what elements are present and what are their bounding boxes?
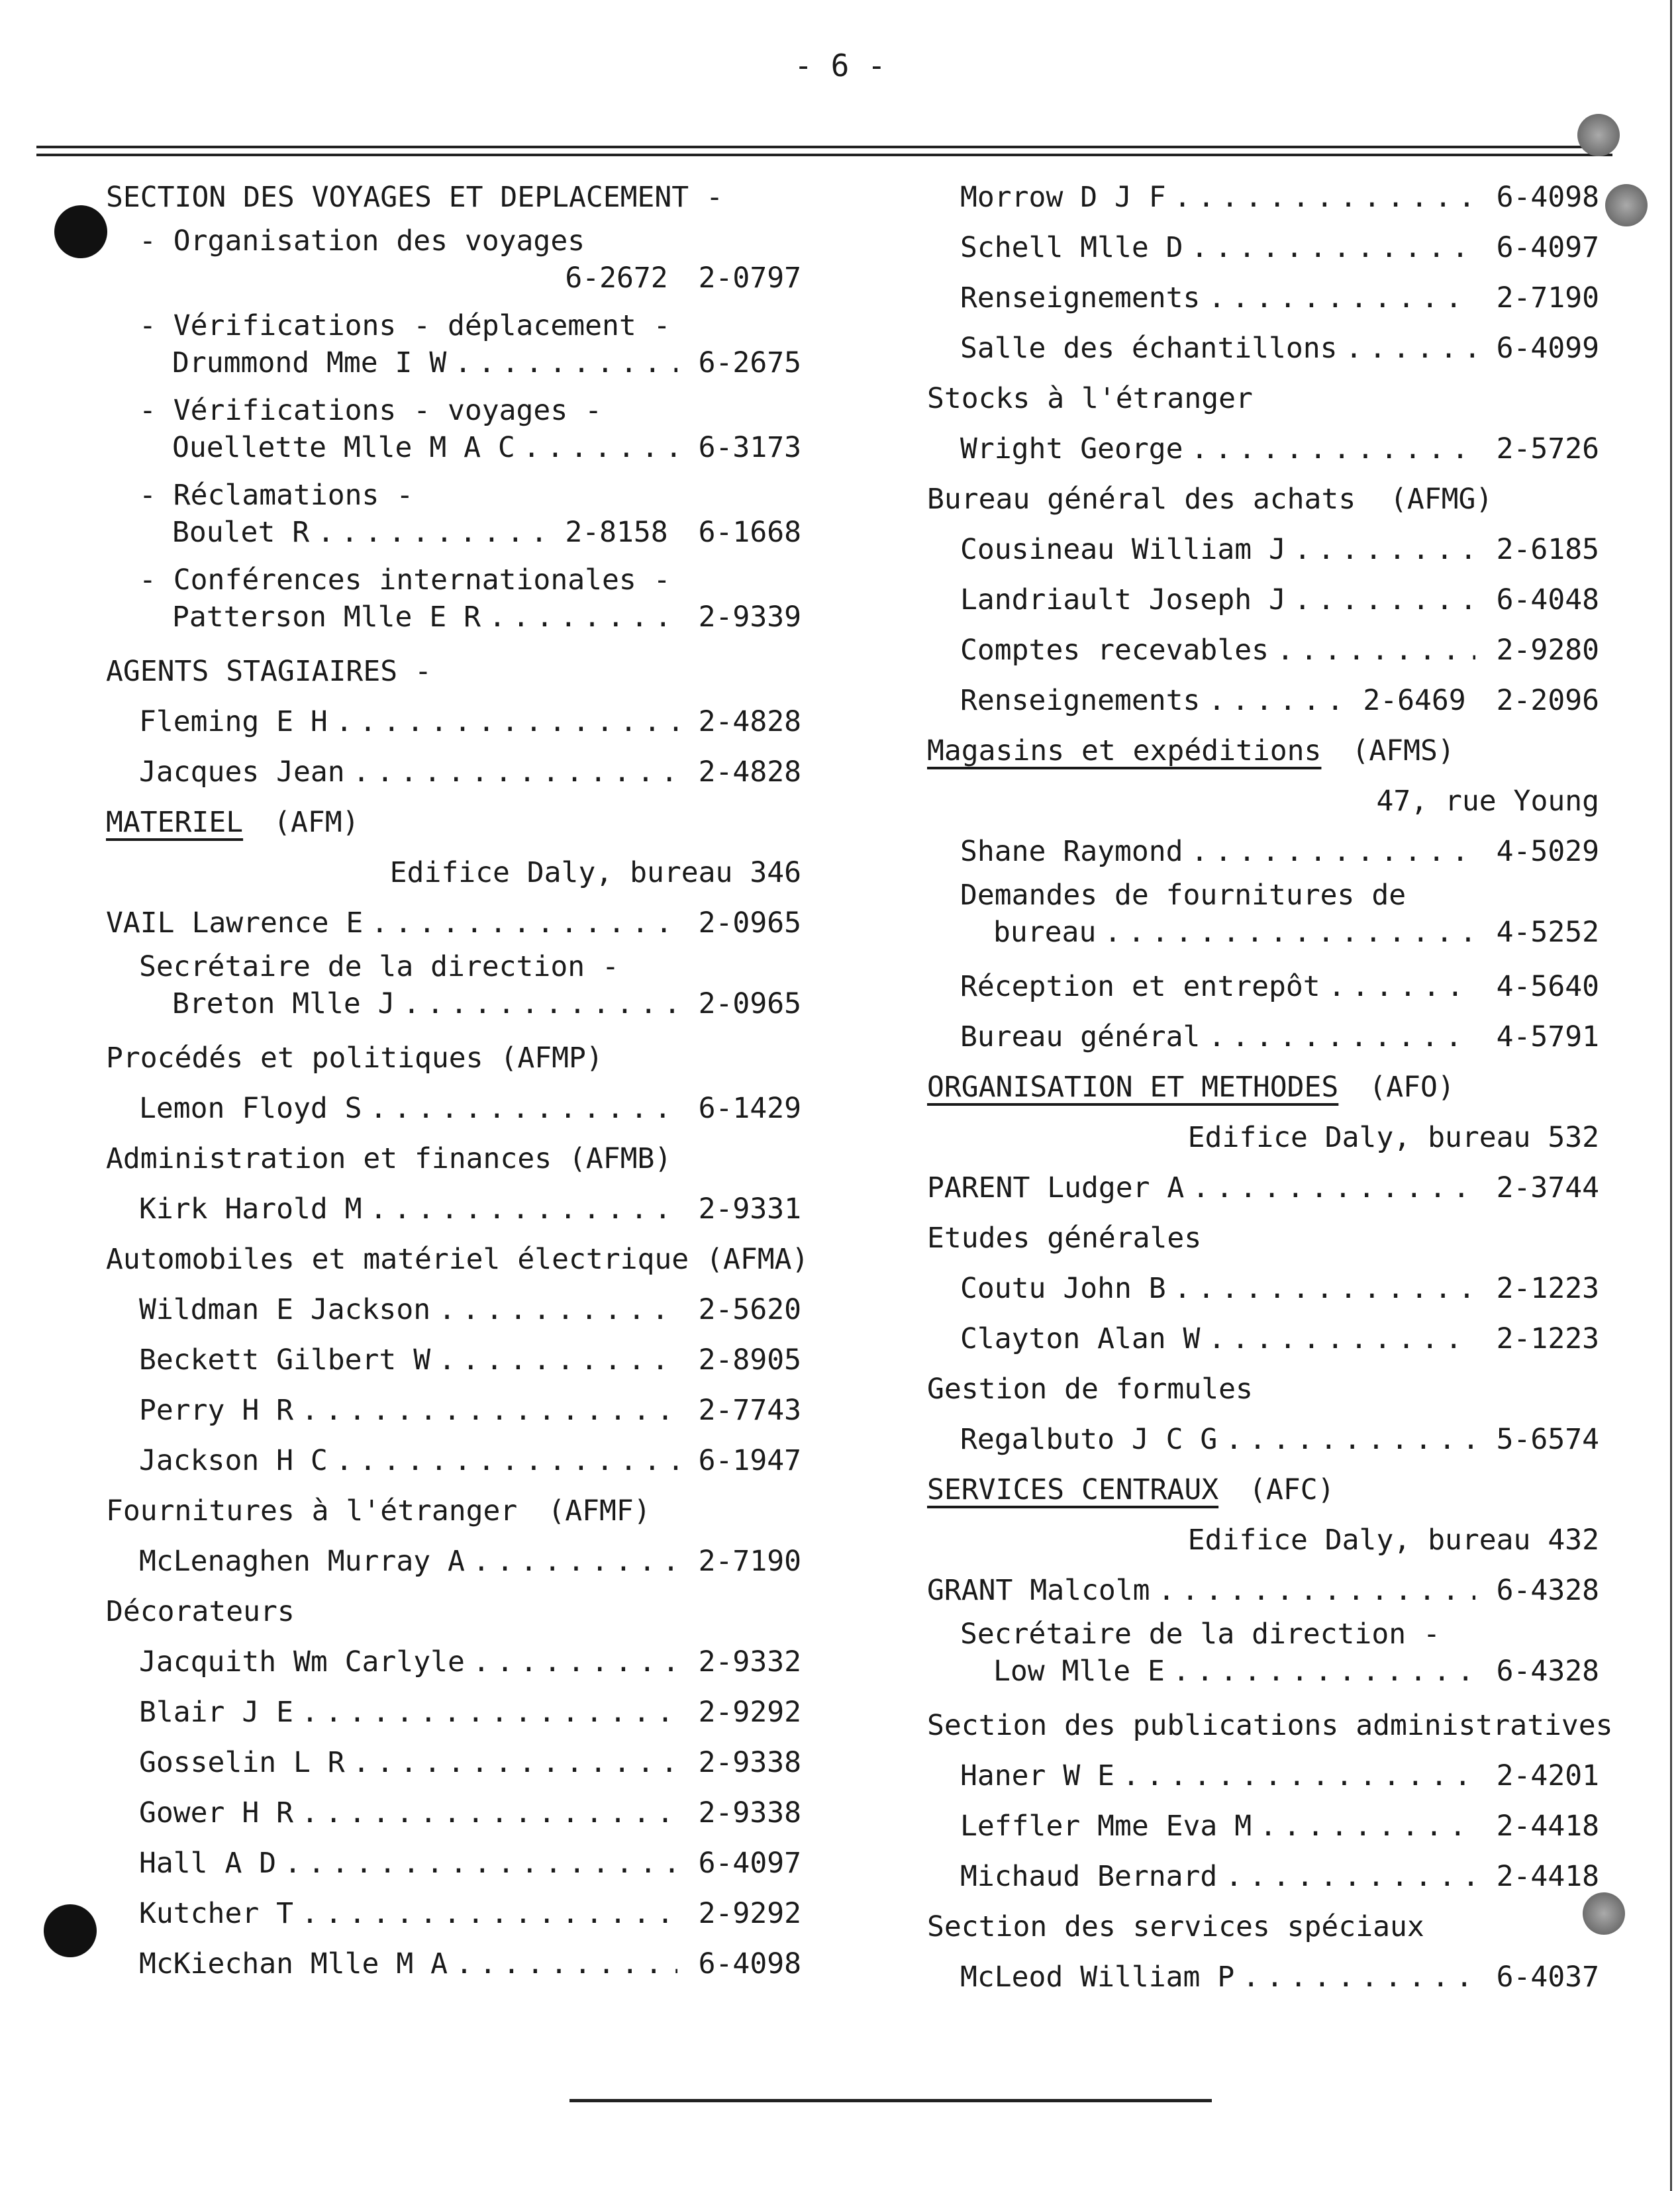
phone-number: 2-9332 bbox=[698, 1645, 801, 1679]
phone-number: 2-4201 bbox=[1496, 1759, 1599, 1792]
phone-number: 6-4328 bbox=[1496, 1574, 1599, 1607]
dot-leader bbox=[403, 985, 677, 1022]
entry-name: Landriault Joseph J bbox=[960, 583, 1286, 616]
left-column bbox=[106, 172, 809, 1989]
dot-leader bbox=[1191, 222, 1475, 273]
directory-entry bbox=[927, 424, 1599, 474]
phone-number: 2-9338 bbox=[698, 1746, 801, 1779]
entry-name: Perry H R bbox=[139, 1394, 293, 1427]
phone-number: 2-0965 bbox=[698, 987, 801, 1020]
section-heading: AGENTS STAGIAIRES - bbox=[106, 655, 432, 688]
entry-name: Coutu John B bbox=[960, 1272, 1166, 1305]
dot-leader bbox=[301, 1888, 677, 1939]
directory-entry bbox=[106, 514, 801, 551]
directory-entry bbox=[106, 1939, 801, 1989]
dot-leader bbox=[1174, 172, 1475, 222]
phone-number: 6-1947 bbox=[698, 1444, 801, 1477]
top-rule bbox=[36, 146, 1612, 148]
dot-leader bbox=[1208, 1314, 1475, 1364]
section-address: 47, rue Young bbox=[1376, 785, 1599, 818]
directory-entry bbox=[927, 1952, 1599, 2002]
phone-number: 6-1429 bbox=[698, 1092, 801, 1125]
section-code: (AFMF) bbox=[548, 1494, 651, 1528]
directory-entry bbox=[106, 1888, 801, 1939]
section-title: MATERIEL bbox=[106, 806, 244, 839]
phone-number: 2-7190 bbox=[1496, 281, 1599, 315]
entry-name: McLeod William P bbox=[960, 1961, 1235, 1994]
entry-name: Renseignements bbox=[960, 684, 1201, 717]
section-heading bbox=[106, 1486, 801, 1536]
directory-entry bbox=[106, 1637, 801, 1687]
bottom-rule bbox=[569, 2099, 1212, 2102]
directory-entry bbox=[927, 222, 1599, 273]
dot-leader bbox=[1277, 625, 1475, 675]
dot-leader bbox=[1173, 1653, 1475, 1690]
dot-leader bbox=[1191, 424, 1475, 474]
entry-name: Drummond Mme I W bbox=[172, 346, 447, 379]
subsection-label: - Conférences internationales - bbox=[139, 563, 671, 597]
directory-entry bbox=[927, 1012, 1599, 1062]
entry-name: Jacquith Wm Carlyle bbox=[139, 1645, 465, 1679]
entry-name: Bureau général bbox=[960, 1020, 1201, 1053]
entry-name: Réception et entrepôt bbox=[960, 970, 1320, 1003]
phone-number: 6-4098 bbox=[1496, 181, 1599, 214]
directory-entry bbox=[106, 1285, 801, 1335]
phone-number: 2-0797 bbox=[698, 262, 801, 295]
section-title: ORGANISATION ET METHODES bbox=[927, 1071, 1339, 1104]
ink-blot bbox=[1577, 114, 1620, 156]
directory-entry bbox=[106, 1335, 801, 1385]
section-heading bbox=[927, 1062, 1599, 1112]
entry-name: Wright George bbox=[960, 432, 1183, 465]
right-column bbox=[927, 172, 1613, 2002]
section-address: Edifice Daly, bureau 432 bbox=[1187, 1524, 1599, 1557]
entry-name: Wildman E Jackson bbox=[139, 1293, 431, 1326]
directory-entry bbox=[106, 697, 801, 747]
entry-name: Boulet R bbox=[172, 516, 310, 549]
directory-entry bbox=[106, 1788, 801, 1838]
dot-leader bbox=[353, 747, 677, 797]
entry-name: GRANT Malcolm bbox=[927, 1574, 1150, 1607]
dot-leader bbox=[353, 1737, 677, 1788]
phone-number: 2-9280 bbox=[1496, 634, 1599, 667]
dot-leader bbox=[1174, 1263, 1475, 1314]
entry-name: Regalbuto J C G bbox=[960, 1423, 1218, 1456]
phone-number: 2-9339 bbox=[698, 601, 801, 634]
phone-number: 6-2675 bbox=[698, 346, 801, 379]
entry-name: Haner W E bbox=[960, 1759, 1114, 1792]
phone-number: 2-4828 bbox=[698, 755, 801, 789]
directory-entry bbox=[927, 1751, 1599, 1801]
entry-name: Hall A D bbox=[139, 1847, 277, 1880]
phone-number: 6-4097 bbox=[698, 1847, 801, 1880]
subsection-label: Demandes de fournitures de bbox=[960, 879, 1407, 912]
section-heading bbox=[927, 726, 1599, 776]
section-code: (AFMS) bbox=[1352, 734, 1455, 767]
phone-number: 2-6185 bbox=[1496, 533, 1599, 566]
phone-number: 2-4828 bbox=[698, 705, 801, 738]
dot-leader bbox=[438, 1335, 677, 1385]
phone-number: 6-4037 bbox=[1496, 1961, 1599, 1994]
phone-number: 2-6469 bbox=[1363, 684, 1466, 717]
phone-number: 2-1223 bbox=[1496, 1322, 1599, 1355]
phone-number: 6-4048 bbox=[1496, 583, 1599, 616]
dot-leader bbox=[1208, 1012, 1475, 1062]
phone-number: 6-1668 bbox=[698, 516, 801, 549]
entry-name: Kirk Harold M bbox=[139, 1193, 362, 1226]
section-code: (AFM) bbox=[273, 806, 360, 839]
subsection-label: - Vérifications - déplacement - bbox=[139, 309, 671, 342]
ink-blot bbox=[1605, 184, 1648, 226]
section-code: (AFO) bbox=[1369, 1071, 1455, 1104]
top-rule bbox=[36, 154, 1612, 156]
section-heading: Gestion de formules bbox=[927, 1373, 1253, 1406]
dot-leader bbox=[489, 599, 677, 636]
entry-name: McLenaghen Murray A bbox=[139, 1545, 465, 1578]
directory-entry bbox=[927, 675, 1599, 726]
dot-leader bbox=[438, 1285, 677, 1335]
dot-leader bbox=[1260, 1801, 1475, 1851]
phone-number: 2-2096 bbox=[1496, 684, 1599, 717]
entry-name: Jackson H C bbox=[139, 1444, 328, 1477]
directory-entry bbox=[927, 323, 1599, 373]
section-title: Magasins et expéditions bbox=[927, 734, 1322, 767]
dot-leader bbox=[1328, 961, 1475, 1012]
entry-name: Gosselin L R bbox=[139, 1746, 345, 1779]
phone-number: 2-3744 bbox=[1496, 1171, 1599, 1204]
subsection-label: Secrétaire de la direction - bbox=[960, 1618, 1440, 1651]
entry-name: Beckett Gilbert W bbox=[139, 1343, 431, 1377]
entry-name: Morrow D J F bbox=[960, 181, 1166, 214]
directory-entry bbox=[106, 344, 801, 381]
phone-line bbox=[106, 260, 801, 297]
directory-entry bbox=[927, 172, 1599, 222]
entry-name: Clayton Alan W bbox=[960, 1322, 1201, 1355]
entry-name: McKiechan Mlle M A bbox=[139, 1947, 448, 1980]
directory-entry bbox=[927, 1851, 1599, 1902]
section-title: Fournitures à l'étranger bbox=[106, 1494, 518, 1528]
dot-leader bbox=[301, 1788, 677, 1838]
phone-number: 4-5029 bbox=[1496, 835, 1599, 868]
entry-name: Fleming E H bbox=[139, 705, 328, 738]
directory-entry bbox=[106, 898, 801, 948]
directory-entry bbox=[106, 1737, 801, 1788]
entry-name: Salle des échantillons bbox=[960, 332, 1338, 365]
entry-name: Blair J E bbox=[139, 1696, 293, 1729]
dot-leader bbox=[1191, 826, 1475, 877]
dot-leader bbox=[370, 1083, 677, 1134]
directory-entry bbox=[106, 429, 801, 466]
subsection-label: Secrétaire de la direction - bbox=[139, 950, 619, 983]
directory-entry bbox=[106, 1838, 801, 1888]
phone-number: 5-6574 bbox=[1496, 1423, 1599, 1456]
dot-leader bbox=[336, 1436, 677, 1486]
directory-entry bbox=[927, 961, 1599, 1012]
directory-entry bbox=[927, 1653, 1599, 1690]
phone-number: 2-1223 bbox=[1496, 1272, 1599, 1305]
section-heading: Procédés et politiques (AFMP) bbox=[106, 1042, 603, 1075]
phone-number: 6-4328 bbox=[1496, 1655, 1599, 1688]
dot-leader bbox=[1122, 1751, 1475, 1801]
directory-entry bbox=[106, 1385, 801, 1436]
entry-name: Patterson Mlle E R bbox=[172, 601, 481, 634]
phone-number: 2-4418 bbox=[1496, 1810, 1599, 1843]
phone-number: 2-8158 bbox=[565, 516, 668, 549]
dot-leader bbox=[1104, 914, 1475, 951]
section-heading: Administration et finances (AFMB) bbox=[106, 1142, 672, 1175]
directory-entry bbox=[927, 826, 1599, 877]
dot-leader bbox=[1158, 1565, 1475, 1616]
dot-leader bbox=[456, 1939, 677, 1989]
subsection-label: - Organisation des voyages bbox=[139, 224, 585, 258]
dot-leader bbox=[523, 429, 677, 466]
subsection-label: - Vérifications - voyages - bbox=[139, 394, 602, 427]
entry-name: Kutcher T bbox=[139, 1897, 293, 1930]
dot-leader bbox=[336, 697, 677, 747]
directory-entry bbox=[927, 1565, 1599, 1616]
directory-entry bbox=[927, 1314, 1599, 1364]
phone-number: 2-8905 bbox=[698, 1343, 801, 1377]
entry-name: VAIL Lawrence E bbox=[106, 906, 364, 940]
section-heading: Stocks à l'étranger bbox=[927, 382, 1253, 415]
page-number: - 6 - bbox=[794, 48, 886, 83]
directory-entry bbox=[927, 273, 1599, 323]
directory-entry bbox=[927, 1263, 1599, 1314]
phone-number: 6-4099 bbox=[1496, 332, 1599, 365]
directory-entry bbox=[106, 1184, 801, 1234]
phone-number: 2-7190 bbox=[698, 1545, 801, 1578]
entry-name: Ouellette Mlle M A C bbox=[172, 431, 515, 464]
phone-number: 2-9292 bbox=[698, 1696, 801, 1729]
dot-leader bbox=[301, 1687, 677, 1737]
dot-leader bbox=[473, 1536, 677, 1586]
phone-number: 2-9338 bbox=[698, 1796, 801, 1829]
dot-leader bbox=[1208, 675, 1342, 726]
directory-entry bbox=[927, 914, 1599, 951]
phone-number: 2-5620 bbox=[698, 1293, 801, 1326]
dot-leader bbox=[370, 1184, 677, 1234]
section-heading bbox=[106, 797, 801, 848]
dot-leader bbox=[301, 1385, 677, 1436]
phone-number: 4-5791 bbox=[1496, 1020, 1599, 1053]
section-title: SERVICES CENTRAUX bbox=[927, 1473, 1219, 1506]
dot-leader bbox=[1208, 273, 1475, 323]
dot-leader bbox=[454, 344, 677, 381]
dot-leader bbox=[1294, 575, 1475, 625]
phone-number: 2-9331 bbox=[698, 1193, 801, 1226]
section-heading bbox=[927, 1465, 1599, 1515]
entry-name: Gower H R bbox=[139, 1796, 293, 1829]
section-heading: Etudes générales bbox=[927, 1222, 1202, 1255]
section-heading: Décorateurs bbox=[106, 1595, 295, 1628]
entry-name: Schell Mlle D bbox=[960, 231, 1183, 264]
section-address: Edifice Daly, bureau 532 bbox=[1187, 1121, 1599, 1154]
section-address: Edifice Daly, bureau 346 bbox=[389, 856, 801, 889]
entry-name: Cousineau William J bbox=[960, 533, 1286, 566]
entry-name: Comptes recevables bbox=[960, 634, 1269, 667]
section-heading: Automobiles et matériel électrique (AFMA) bbox=[106, 1243, 809, 1276]
directory-entry bbox=[106, 1083, 801, 1134]
entry-name: bureau bbox=[993, 916, 1097, 949]
entry-name: Jacques Jean bbox=[139, 755, 345, 789]
phone-number: 6-2672 bbox=[565, 262, 668, 295]
section-heading: Section des publications administratives bbox=[927, 1709, 1613, 1742]
phone-number: 2-5726 bbox=[1496, 432, 1599, 465]
punch-hole bbox=[44, 1904, 97, 1957]
phone-number: 4-5640 bbox=[1496, 970, 1599, 1003]
entry-name: Michaud Bernard bbox=[960, 1860, 1218, 1893]
directory-entry bbox=[927, 625, 1599, 675]
section-heading: SECTION DES VOYAGES ET DEPLACEMENT - bbox=[106, 181, 723, 214]
dot-leader bbox=[371, 898, 677, 948]
phone-number: 2-0965 bbox=[698, 906, 801, 940]
directory-entry bbox=[106, 985, 801, 1022]
directory-entry bbox=[106, 1687, 801, 1737]
entry-name: Breton Mlle J bbox=[172, 987, 395, 1020]
subsection-label: - Réclamations - bbox=[139, 479, 414, 512]
dot-leader bbox=[473, 1637, 677, 1687]
entry-name: Shane Raymond bbox=[960, 835, 1183, 868]
entry-name: Leffler Mme Eva M bbox=[960, 1810, 1252, 1843]
entry-name: Renseignements bbox=[960, 281, 1201, 315]
phone-number: 2-7743 bbox=[698, 1394, 801, 1427]
directory-entry bbox=[927, 524, 1599, 575]
entry-name: Lemon Floyd S bbox=[139, 1092, 362, 1125]
dot-leader bbox=[1294, 524, 1475, 575]
phone-number: 6-3173 bbox=[698, 431, 801, 464]
phone-number: 4-5252 bbox=[1496, 916, 1599, 949]
dot-leader bbox=[1225, 1851, 1475, 1902]
directory-entry bbox=[927, 1801, 1599, 1851]
phone-number: 2-9292 bbox=[698, 1897, 801, 1930]
dot-leader bbox=[284, 1838, 677, 1888]
directory-entry bbox=[106, 747, 801, 797]
right-page-edge bbox=[1670, 0, 1672, 2191]
dot-leader bbox=[1192, 1163, 1475, 1213]
entry-name: PARENT Ludger A bbox=[927, 1171, 1185, 1204]
section-heading: Bureau général des achats (AFMG) bbox=[927, 483, 1493, 516]
directory-entry bbox=[927, 1414, 1599, 1465]
directory-entry bbox=[106, 1536, 801, 1586]
directory-entry bbox=[106, 599, 801, 636]
dot-leader bbox=[317, 514, 544, 551]
phone-number: 2-4418 bbox=[1496, 1860, 1599, 1893]
directory-entry bbox=[927, 575, 1599, 625]
directory-entry bbox=[927, 1163, 1599, 1213]
directory-entry bbox=[106, 1436, 801, 1486]
punch-hole bbox=[54, 205, 107, 258]
entry-name: Low Mlle E bbox=[993, 1655, 1165, 1688]
phone-number: 6-4097 bbox=[1496, 231, 1599, 264]
dot-leader bbox=[1225, 1414, 1475, 1465]
dot-leader bbox=[1346, 323, 1475, 373]
section-code: (AFC) bbox=[1249, 1473, 1335, 1506]
phone-number: 6-4098 bbox=[698, 1947, 801, 1980]
section-heading: Section des services spéciaux bbox=[927, 1910, 1424, 1943]
dot-leader bbox=[1242, 1952, 1475, 2002]
